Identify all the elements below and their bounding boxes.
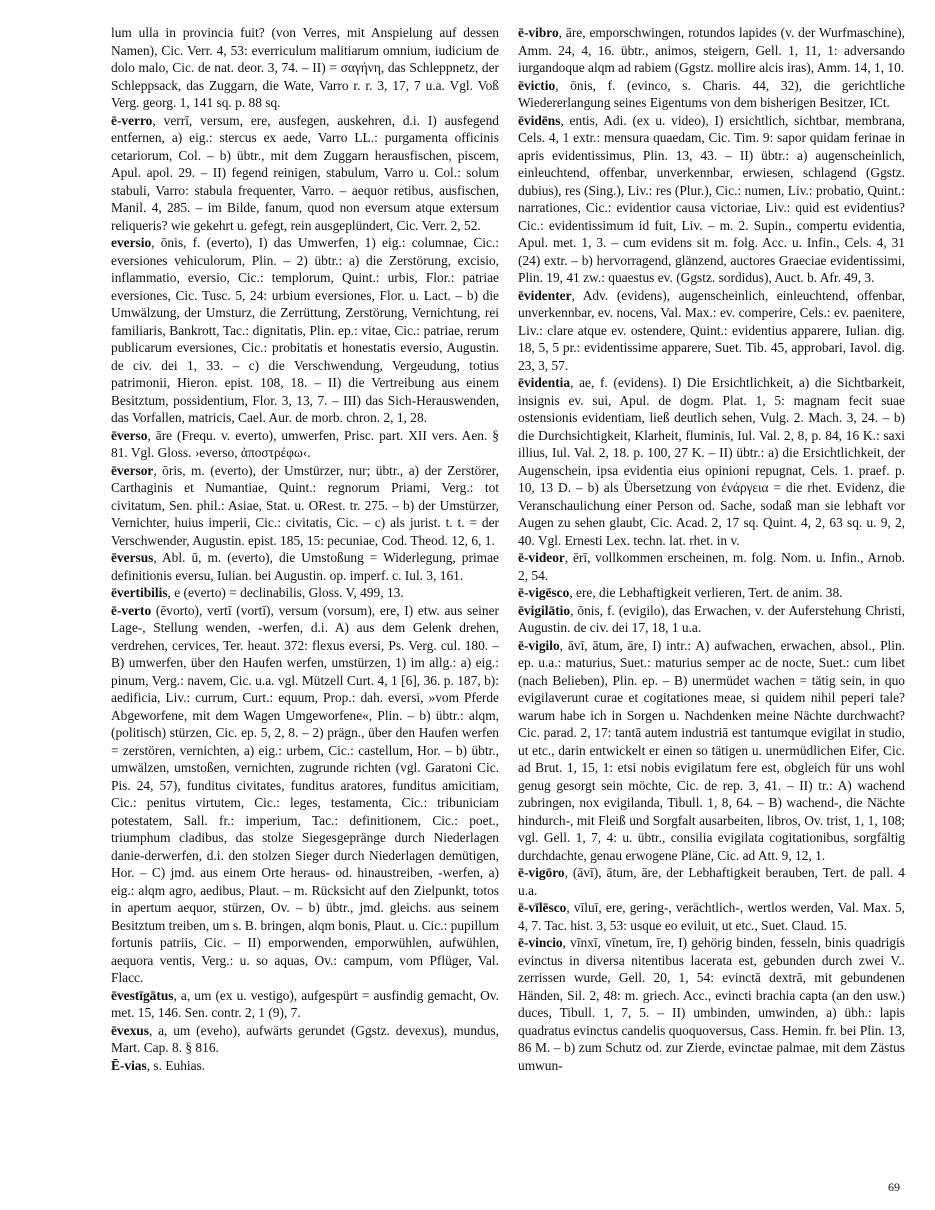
entry-lemma: ē-vigilo	[518, 637, 560, 653]
dictionary-entry	[111, 987, 499, 1022]
entry-text: , vīluī, ere, gering-, verächtlich-, wertlos werden, Val. Max. 5, 4, 7. Tac. hist. 3, 53: usque eo eviluit, ut etc., Suet. Claud. 15.	[518, 900, 905, 933]
entry-lemma: ē-vibro	[518, 25, 559, 40]
dictionary-entry	[111, 584, 499, 602]
entry-text: , ērī, vollkommen erscheinen, m. folg. Nom. u. Infin., Arnob. 2, 54.	[518, 550, 905, 583]
entry-text: , ōris, m. (everto), der Umstürzer, nur; übtr., a) der Zerstörer, Carthaginis et Numantiae, Quint.: regnorum Priami, Verg.: tot civitatum, Sen. phil.: Asiae, Stat. u. ORest. tr. 275. – b) der Umstürzer, Vernichter, huius imperii, Cic.: civitatis, Cic. – c) als jurist. t. t. = der Verschwender, Augustin. epist. 185, 15: pecuniae, Cod. Theod. 12, 6, 1.	[111, 462, 499, 548]
dictionary-entry	[111, 462, 499, 550]
dictionary-entry	[518, 637, 905, 865]
entry-text: , āre, emporschwingen, rotundos lapides (v. der Wurfmaschine), Amm. 24, 4, 16. übtr., animos, steigern, Gell. 1, 11, 1: adversando iurgandoque alqm ad rabiem (Ggstz. mollire alcis iras), Amm. 14, 1, 10.	[518, 25, 905, 75]
entry-lemma: ē-verto	[111, 602, 152, 618]
entry-lemma: ēversor	[111, 462, 154, 478]
entry-text: , (āvī), ātum, āre, der Lebhaftigkeit berauben, Tert. de pall. 4 u.a.	[518, 865, 905, 898]
dictionary-entry	[111, 1022, 499, 1057]
left-column	[111, 24, 499, 1074]
entry-lemma: ē-videor	[518, 550, 565, 565]
dictionary-entry	[518, 899, 905, 934]
entry-lemma: ē-vincio	[518, 935, 563, 950]
dictionary-entry	[518, 584, 905, 602]
entry-lemma: ē-vigōro	[518, 865, 565, 880]
entry-lemma: ēvertibilis	[111, 585, 168, 600]
dictionary-entry	[518, 112, 905, 287]
entry-text: , ere, die Lebhaftigkeit verlieren, Tert. de anim. 38.	[569, 585, 843, 600]
entry-lemma: ēvidēns	[518, 112, 561, 128]
entry-lemma: ēvidenter	[518, 287, 572, 303]
dictionary-entry	[518, 864, 905, 899]
dictionary-entry	[518, 934, 905, 1074]
dictionary-entry	[111, 549, 499, 584]
dictionary-entry	[111, 234, 499, 427]
entry-text: , e (everto) = declinabilis, Gloss. V, 499, 13.	[167, 585, 404, 600]
entry-lemma: ēversus	[111, 550, 154, 565]
entry-text: , entis, Adi. (ex u. video), I) ersichtlich, sichtbar, membrana, Cels. 4, 1 extr.: mensura quaedam, Cic. Tim. 9: sapor quidam ferinae in apris evidentissimus, Plin. 13, 43. – II) übtr.: a) augenscheinlich, einleuchtend, offenbar, unverkennbar, erwiesen, schlagend (Ggstz. dubius), res (Sing.), Liv.: res (Plur.), Cic.: numen, Liv.: probatio, Quint.: narrationes, Cic.: evidentior causa victoriae, Liv.: quid est evidentius? Cic.: evidentissimum id fuit, Liv. – m. 2. Supin., compertu evidentia, Apul. met. 1, 3. – cum evidens sit m. folg. Acc. u. Infin., Cels. 4, 31 (24) extr. – b) hervorragend, glänzend, auctores Graeciae evidentissimi, Plin. 19, 41 zw.: quaestus ev. (Ggstz. sordidus), Auct. b. Afr. 49, 3.	[518, 112, 905, 285]
entry-lemma: eversio	[111, 235, 152, 250]
dictionary-entry	[518, 374, 905, 549]
entry-text: , ae, f. (evidens). I) Die Ersichtlichkeit, a) die Sichtbarkeit, insignis ev. sui, Apul. de dogm. Plat. 1, 5: magnam fecit suae ostensionis evidentiam, ließ deutlich sehen, Vulg. 2. Mach. 3, 24. – b) die Durchsichtigkeit, Klarheit, fluminis, Iul. Val. 2, 8, p. 84, 16 K.: saxi illius, Iul. Val. 2, 18. p. 100, 27 K. – II) übtr.: a) die Ersichtlichkeit, der Augenschein, ipsa evidentia eius opinioni repugnat, Cels. 1. praef. p. 10, 13 D. – b) als Übersetzung von ἐνάργεια = die rhet. Evidenz, die Veranschaulichung einer Person od. Sache, sodaß man sie lebhaft vor Augen zu sehen glaubt, Cic. Acad. 2, 17 sq. Quint. 4, 2, 63 sq. u. 9, 2, 40. Vgl. Ernesti Lex. techn. lat. rhet. in v.	[518, 375, 905, 548]
entry-text: , vīnxī, vīnetum, īre, I) gehörig binden, fesseln, binis quadrigis evinctus in diversa nitentibus lacerata est, gebunden durch zwei V.. zerrissen wurde, Gell. 20, 1, 54: evinctā dextrā, mit gebundenen Händen, Sil. 2, 48: m. griech. Acc., evincti brachia capta (an den usw.) duces, Tibull. 1, 7, 5. – II) umbinden, umwinden, a) übh.: lapis quadratus evinctus candelis quoquoversus, Cass. Hemin. fr. bei Plin. 13, 86 M. – b) zum Schutz od. zur Zierde, evinctae palmae, mit dem Zästus umwun-	[518, 935, 905, 1073]
entry-text: lum ulla in provincia fuit? (von Verres, mit Anspielung auf dessen Namen), Cic. Verr. 4, 53: everriculum malitiarum omnium, iudicium de dolo malo, Cic. de nat. deor. 3, 74. – II) = σαγήνη, das Schleppnetz, der Schleppsack, das Zuggarn, die Wate, Varro r. r. 3, 17, 7 u.a. Vgl. Voß Verg. georg. 1, 141 sq. p. 88 sq.	[111, 25, 499, 110]
entry-text: , āvī, ātum, āre, I) intr.: A) aufwachen, erwachen, absol., Plin. ep. u.a.: maturius, Suet.: maturius semper ac de nocte, Suet.: cum libet (nach Belieben), Plin. ep. – B) unermüdet wachen = tätig sein, in quo evigilaverunt curae et cogitationes meae, si quidem nihil peperi tale? warum habe ich in Sorgen u. Nachdenken meine Nächte durchwacht? Cic. parad. 2, 17: tantā autem industriā est tantumque evigilat in studio, ut etc., darin entwickelt er einen so tätigen u. unermüdlichen Eifer, Cic. ad Brut. 1, 15, 1: etsi nobis evigilatum fere est, obgleich für uns wohl genug gesorgt sein möchte, Cic. de rep. 3, 41. – II) tr.: A) wachend zubringen, nox evigilanda, Tibull. 1, 8, 64. – B) wachend-, die Nächte hindurch-, mit Fleiß und Sorgfalt ausarbeiten, libros, Ov. trist, 1, 1, 108; vgl. Gell. 1, 7, 4: u. übtr., consilia evigilata cogitationibus, sorgfältig durchdachte, genau erwogene Pläne, Cic. ad Att. 9, 12, 1.	[518, 637, 905, 863]
entry-text: , Abl. ū, m. (everto), die Umstoßung = Widerlegung, primae definitionis eversu, Iulian. bei Augustin. op. imperf. c. Iul. 3, 161.	[111, 550, 499, 583]
dictionary-entry	[518, 549, 905, 584]
entry-lemma: ēvigilātio	[518, 602, 571, 618]
page-number: 69	[888, 1180, 900, 1194]
entry-lemma: ēvidentia	[518, 375, 571, 390]
dictionary-entry	[518, 287, 905, 375]
entry-text: , ōnis, f. (everto), I) das Umwerfen, 1) eig.: columnae, Cic.: eversiones vehiculorum, Plin. – 2) übtr.: a) die Zerstörung, excisio, inflammatio, eversio, Cic.: templorum, Quint.: urbis, Flor.: patriae eversiones, Cic. Tusc. 5, 24: urbium eversiones, Flor. u. Lact. – b) die Umwälzung, der Umsturz, die Zerrüttung, Zerstörung, Vernichtung, rei familiaris, Bankrott, Tac.: dignitatis, Plin. ep.: vitae, Cic.: patriae, rerum publicarum eversiones, Cic.: probitatis et honestatis eversio, Augustin. de civ. dei 1, 33. – c) die Verschwendung, Vergeudung, totius patrimonii, Hieron. epist. 108, 18. – II) die Vertreibung aus einem Besitztum, possidentium, Flor. 3, 13, 7. – III) das Sich-Herauswenden, das Vorfallen, matricis, Cael. Aur. de morb. chron. 2, 1, 28.	[111, 235, 499, 425]
dictionary-entry	[518, 77, 905, 112]
dictionary-entry	[518, 24, 905, 77]
entry-lemma: ē-verro	[111, 112, 153, 128]
dictionary-entry	[111, 427, 499, 462]
entry-text: , s. Euhias.	[146, 1057, 206, 1073]
entry-lemma: ē-vigēsco	[518, 585, 570, 600]
entry-text: , a, um (eveho), aufwärts gerundet (Ggstz. devexus), mundus, Mart. Cap. 8. § 816.	[111, 1022, 499, 1055]
entry-text: (ēvorto), vertī (vortī), versum (vorsum), ere, I) etw. aus seiner Lage-, Stellung wenden, -werfen, d.i. A) aus dem Gelenk drehen, verdrehen, cervices, Ter. heaut. 372: flexus eversi, Ps. Verg. cul. 180. – B) umwerfen, über den Haufen werfen, umstürzen, 1) im allg.: a) eig.: pinum, Verg.: navem, Cic. u.a. vgl. Mützell Curt. 4, 1 [6], 36. p. 187, b): aedificia, Liv.: currum, Curt.: equum, Prop.: dah. eversi, »vom Pferde Abgeworfene, mit dem Wagen Umgeworfene«, Plin. – b) übtr.: alqm, (politisch) stürzen, Cic. ep. 5, 2, 8. – 2) prägn., über den Haufen werfen = zerstören, vernichten, a) eig.: urbem, Cic.: castellum, Hor. – b) übtr., umwälzen, umstoßen, vernichten, zugrunde richten (vgl. Garatoni Cic. Pis. 24, 57), funditus civitates, funditus aratores, funditus amicitiam, Cic.: penitus virtutem, Cic.: leges, testamenta, Cic.: tribuniciam potestatem, Sall. fr.: imperium, Tac.: definitionem, Cic.: poet., triumphum cladibus, das stolze Siegesgepränge durch Niederlagen danie-derwerfen, d.i. den stolzen Sieger durch Niederlagen demütigen, Hor. – C) jmd. aus einem Orte heraus- od. hinaustreiben, -werfen, a) eig.: alqm agro, aedibus, Plaut. – m. Rücksicht auf den Zielpunkt, totos in apertum aequor, stürzen, Ov. – b) übtr., jmd. gleichs. aus seinem Besitztum treiben, um s. B. bringen, alqm bonis, Plaut. u. Cic.: pupillum fortunis patriis, Cic. – II) emporwenden, emporwühlen, aufwühlen, aequora ventis, Verg.: u. so aquas, Ov.: campum, vom Pflüger, Val. Flacc.	[111, 602, 499, 985]
right-column	[518, 24, 905, 1074]
entry-text: , verrī, versum, ere, ausfegen, auskehren, d.i. I) ausfegend entfernen, a) eig.: stercus ex aede, Varro LL.: purgamenta officinis cetariorum, Col. – b) übtr., mit dem Zuggarn herausfischen, piscem, Apul. apol. 29. – II) fegend reinigen, stabulum, Varro u. Col.: solum stabuli, Varro: stabula frequenter, Varro. – aequor retibus, ausfischen, Manil. 4, 285. – im Bilde, fanum, quod non eversum atque extersum reliqueris? wie gekehrt u. gefegt, rein ausgeplündert, Cic. Verr. 2, 52.	[111, 112, 499, 233]
dictionary-entry	[518, 602, 905, 637]
entry-lemma: ēverso	[111, 427, 148, 443]
entry-lemma: ē-vīlēsco	[518, 900, 567, 915]
entry-text: , Adv. (evidens), augenscheinlich, einleuchtend, offenbar, unverkennbar, ev. nocens, Val. Max.: ev. comperire, Cels.: ev. paenitere, Liv.: clare atque ev. ostendere, Quint.: evidentius apparere, Iulian. dig. 18, 5, 5 pr.: evidentissime apparere, Suet. Tib. 45, approbari, Iavol. dig. 23, 3, 57.	[518, 287, 905, 373]
entry-lemma: Ē-vias	[111, 1057, 147, 1073]
entry-text: , a, um (ex u. vestigo), aufgespürt = ausfindig gemacht, Ov. met. 15, 146. Sen. contr. 2, 1 (9), 7.	[111, 987, 499, 1020]
dictionary-entry	[111, 112, 499, 235]
entry-lemma: ēvictio	[518, 77, 556, 93]
entry-lemma: ēvestīgātus	[111, 987, 174, 1003]
dictionary-entry	[111, 1057, 499, 1075]
dictionary-entry	[111, 602, 499, 987]
entry-text: , ōnis, f. (evigilo), das Erwachen, v. der Auferstehung Christi, Augustin. de civ. dei 17, 18, 1 u.a.	[518, 602, 905, 635]
entry-text: , āre (Frequ. v. everto), umwerfen, Prisc. part. XII vers. Aen. § 81. Vgl. Gloss. ›everso, ἀποστρέφω‹.	[111, 427, 499, 460]
entry-lemma: ēvexus	[111, 1022, 149, 1038]
dictionary-entry	[111, 24, 499, 112]
entry-text: , ōnis, f. (evinco, s. Charis. 44, 32), die gerichtliche Wiedererlangung seines Eigentums von dem bisherigen Besitzer, ICt.	[518, 77, 905, 110]
